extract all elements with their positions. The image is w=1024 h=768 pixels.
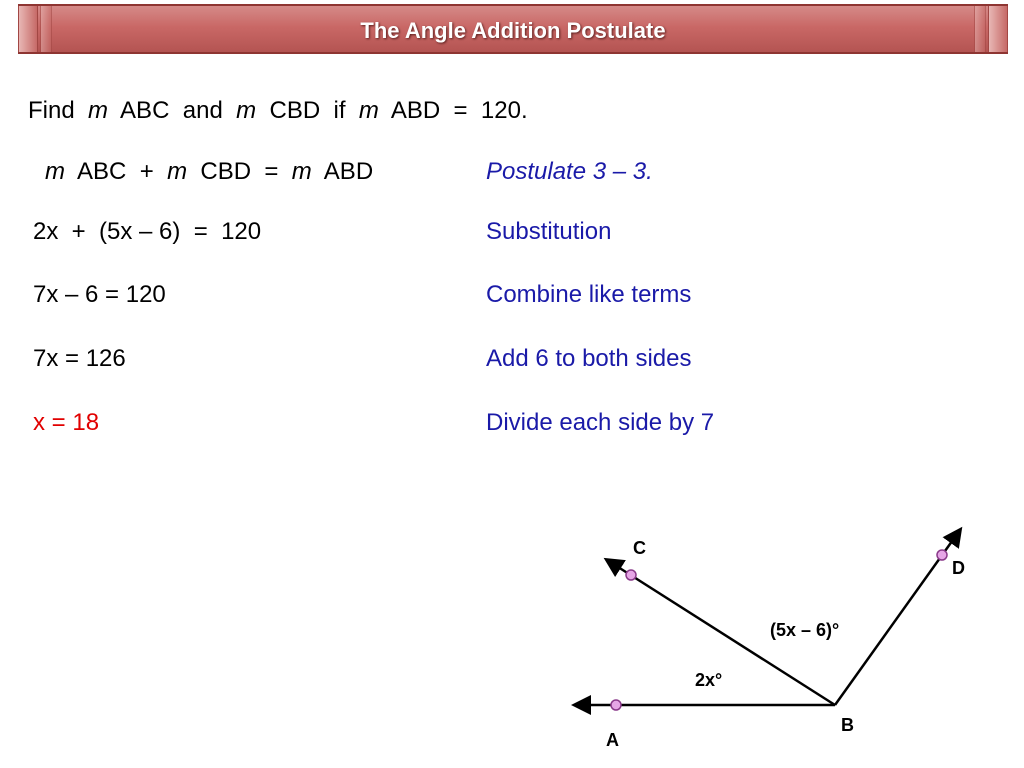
label-b: B: [841, 715, 854, 735]
step-1-part3: ABD: [323, 158, 374, 185]
step-4-reason: Add 6 to both sides: [486, 345, 692, 372]
slide-title: The Angle Addition Postulate: [360, 18, 666, 43]
label-a: A: [606, 730, 619, 750]
step-1-part1: ABC +: [77, 158, 154, 185]
problem-and: and: [182, 97, 223, 124]
step-2-reason: Substitution: [486, 218, 612, 245]
problem-m1: m: [88, 97, 109, 124]
step-1-part2: CBD =: [200, 158, 279, 185]
problem-find: Find: [28, 97, 75, 124]
angle-abc-label: 2x°: [695, 670, 723, 690]
step-2-expression: 2x + (5x – 6) = 120: [33, 218, 262, 245]
step-1-m3: m: [291, 158, 312, 185]
problem-m3: m: [358, 97, 379, 124]
angle-cbd-label: (5x – 6)°: [770, 620, 840, 640]
problem-abd-eq: ABD = 120.: [390, 97, 528, 124]
problem-if: if: [333, 97, 346, 124]
point-d: [937, 550, 947, 560]
point-a: [611, 700, 621, 710]
label-c: C: [633, 538, 646, 558]
problem-cbd: CBD: [269, 97, 321, 124]
problem-m2: m: [236, 97, 257, 124]
step-1-m1: m: [45, 158, 65, 185]
point-c: [626, 570, 636, 580]
step-1-m2: m: [167, 158, 188, 185]
problem-abc: ABC: [120, 97, 170, 124]
step-5-reason: Divide each side by 7: [486, 409, 715, 436]
step-4-expression: 7x = 126: [33, 345, 126, 372]
step-3-reason: Combine like terms: [486, 281, 692, 308]
step-5-answer: x = 18: [33, 409, 100, 436]
step-1-reason-text: Postulate 3 – 3.: [486, 158, 653, 185]
step-3-expression: 7x – 6 = 120: [33, 281, 166, 308]
label-d: D: [952, 558, 965, 578]
